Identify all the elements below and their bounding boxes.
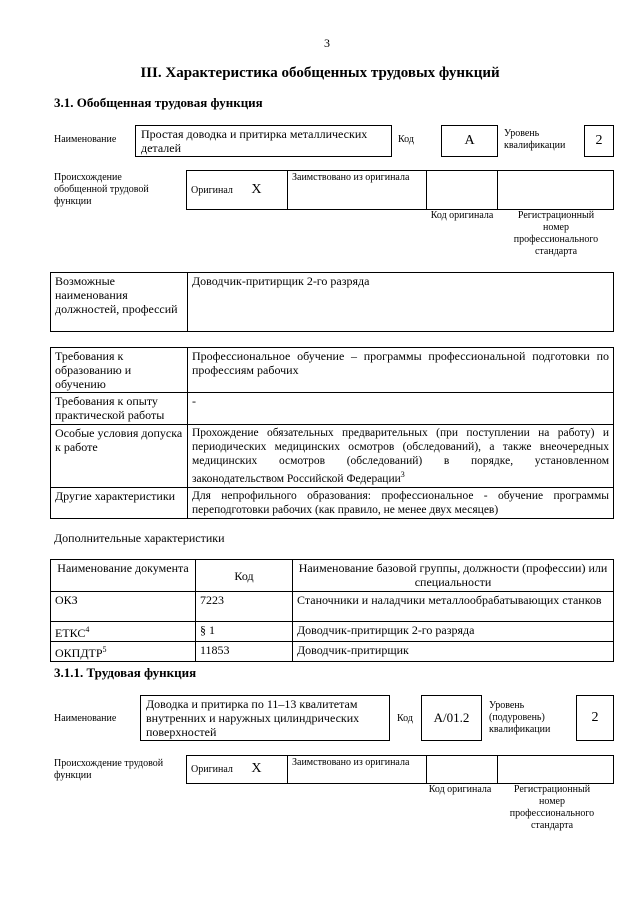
header-group-name: Наименование базовой группы, должности (профессии) или специальности: [293, 560, 614, 592]
row-document: ОКПДТР: [55, 646, 103, 660]
requirement-row: [51, 348, 614, 393]
labor-level-label: Уровень (подуровень) квалификации: [489, 700, 551, 735]
function-heading: 3.1. Обобщенная трудовая функция: [54, 95, 263, 110]
additional-heading: Дополнительные характеристики: [54, 531, 225, 545]
labor-code-value: A/01.2: [433, 710, 470, 725]
labor-level-value: 2: [591, 710, 599, 725]
labor-function-heading: 3.1.1. Трудовая функция: [54, 665, 197, 680]
function-level-box: [584, 125, 614, 157]
additional-row: [51, 642, 614, 662]
row-code: 7223: [196, 592, 293, 622]
positions-table: [50, 272, 614, 332]
function-level-label: Уровень квалификации: [504, 128, 566, 151]
page-number: 3: [324, 36, 330, 50]
original-code-caption: Код оригинала: [430, 210, 494, 221]
row-code: 11853: [196, 642, 293, 662]
row-name: Доводчик-притирщик 2-го разряда: [293, 622, 614, 642]
function-name-label: Наименование: [54, 134, 117, 145]
requirement-label: Особые условия допуска к работе: [51, 425, 188, 488]
labor-code-box: [421, 695, 482, 741]
labor-level-box: [576, 695, 614, 741]
original-cell: [187, 171, 288, 210]
requirement-value: Профессиональное обучение – программы профессиональной подготовки по профессиям рабочих: [188, 348, 614, 393]
footnote-marker: 5: [102, 645, 107, 654]
borrowed-label: Заимствовано из оригинала: [292, 172, 410, 183]
additional-table: [50, 559, 614, 662]
row-name: Доводчик-притирщик: [293, 642, 614, 662]
labor-code-label: Код: [397, 713, 413, 724]
footnote-marker: 3: [400, 470, 405, 479]
requirements-table: [50, 347, 614, 519]
positions-value: Доводчик-притирщик 2-го разряда: [188, 273, 614, 332]
function-code-value: A: [464, 133, 475, 148]
registration-number-caption: Регистрационный номер профессионального стандарта: [513, 210, 599, 257]
original-label: Оригинал: [191, 184, 233, 196]
function-name-value: Простая доводка и притирка металлических деталей: [141, 127, 368, 155]
labor-name-value: Доводка и притирка по 11–13 квалитетам внутренних и наружных цилиндрических поверхностей: [146, 697, 360, 739]
section-title: III. Характеристика обобщенных трудовых функций: [140, 65, 500, 81]
registration-number-caption: Регистрационный номер профессионального стандарта: [509, 784, 595, 831]
original-code-cell: [427, 171, 498, 210]
requirement-value: Прохождение обязательных предварительных (при поступлении на работу) и периодических медицинских осмотров (обследований), а также внеочередных медицинских осмотров (обследований) в порядке, установленном законодательством Российской Федерации: [192, 427, 609, 485]
function-origin-table: [186, 170, 614, 210]
requirement-value: -: [188, 393, 614, 425]
borrowed-cell: [288, 171, 427, 210]
requirement-label: Требования к опыту практической работы: [51, 393, 188, 425]
original-code-caption: Код оригинала: [428, 784, 492, 795]
requirement-row: [51, 487, 614, 518]
function-code-label: Код: [398, 134, 414, 145]
additional-row: [51, 622, 614, 642]
function-level-value: 2: [595, 133, 603, 148]
row-document-cell: [51, 622, 196, 642]
header-code: Код: [196, 560, 293, 592]
row-name: Станочники и наладчики металлообрабатывающих станков: [293, 592, 614, 622]
function-name-box: [135, 125, 392, 157]
registration-number-cell: [498, 171, 614, 210]
requirement-row: [51, 425, 614, 488]
footnote-marker: 4: [85, 625, 90, 634]
function-origin-label: Происхождение обобщенной трудовой функции: [54, 172, 149, 207]
row-document: ЕТКС: [55, 626, 86, 640]
row-code: § 1: [196, 622, 293, 642]
original-label: Оригинал: [191, 764, 233, 775]
original-code-cell: [427, 756, 498, 784]
registration-number-cell: [498, 756, 614, 784]
labor-name-label: Наименование: [54, 713, 117, 724]
requirement-value: Для непрофильного образования: профессиональное - обучение программы переподготовки рабочих (как правило, не менее двух месяцев): [188, 487, 614, 518]
labor-name-box: [140, 695, 390, 741]
function-code-box: [441, 125, 498, 157]
original-cell: [187, 756, 288, 784]
labor-origin-label: Происхождение трудовой функции: [54, 758, 164, 781]
row-document: ОКЗ: [51, 592, 196, 622]
positions-label: Возможные наименования должностей, профессий: [51, 273, 188, 332]
borrowed-cell: [288, 756, 427, 784]
original-mark: X: [251, 761, 262, 776]
borrowed-label: Заимствовано из оригинала: [292, 757, 410, 768]
additional-row: [51, 592, 614, 622]
additional-header-row: [51, 560, 614, 592]
original-mark: X: [251, 181, 262, 197]
requirement-label: Требования к образованию и обучению: [51, 348, 188, 393]
requirement-label: Другие характеристики: [51, 487, 188, 518]
header-document: Наименование документа: [51, 560, 196, 592]
requirement-value-cell: [188, 425, 614, 488]
requirement-row: [51, 393, 614, 425]
labor-origin-table: [186, 755, 614, 784]
row-document-cell: [51, 642, 196, 662]
